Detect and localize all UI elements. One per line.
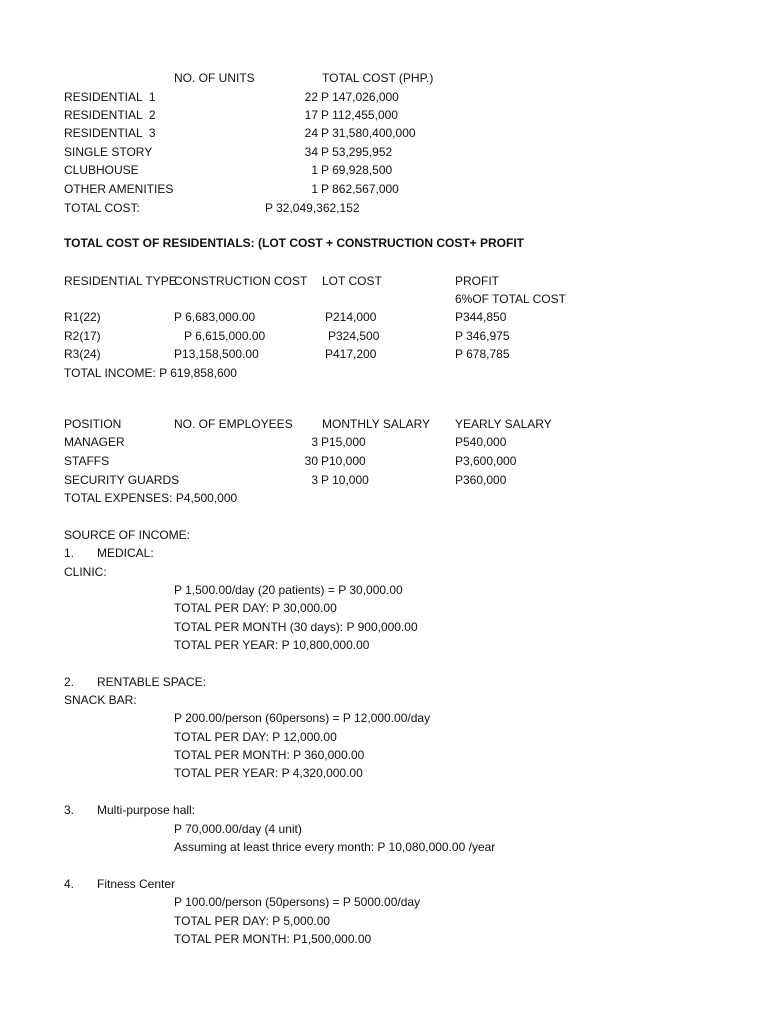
units-total-label: TOTAL COST: (64, 201, 140, 215)
res-row-construction: P 6,615,000.00 (184, 329, 266, 343)
cost-col-header: TOTAL COST (PHP.) (322, 71, 434, 85)
emp-row-count: 3 (311, 435, 318, 449)
res-total-income: TOTAL INCOME: P 619,858,600 (64, 366, 237, 380)
res-row-profit: P344,850 (455, 310, 507, 324)
hall-line: Assuming at least thrice every month: P 10,080,000.00 /year (174, 840, 496, 854)
hall-label: Multi-purpose hall: (97, 803, 196, 817)
res-row-type: R2(17) (64, 329, 101, 343)
income-title: SOURCE OF INCOME: (64, 528, 191, 542)
res-profit-header: PROFIT (455, 274, 499, 288)
units-row-name: RESIDENTIAL 3 (64, 126, 156, 140)
hall-line: P 70,000.00/day (4 unit) (174, 822, 302, 836)
res-row-profit: P 678,785 (455, 347, 510, 361)
emp-row-monthly: P15,000 (321, 435, 366, 449)
emp-row-monthly: P10,000 (321, 454, 366, 468)
units-row-name: SINGLE STORY (64, 145, 153, 159)
rentable-line: TOTAL PER YEAR: P 4,320,000.00 (174, 766, 363, 780)
emp-row-position: STAFFS (64, 454, 110, 468)
emp-position-header: POSITION (64, 417, 122, 431)
emp-row-yearly: P3,600,000 (455, 454, 517, 468)
medical-label: MEDICAL: (97, 546, 154, 560)
fitness-line: P 100.00/person (50persons) = P 5000.00/day (174, 895, 421, 909)
units-row-cost: P 862,567,000 (321, 182, 399, 196)
medical-number: 1. (64, 546, 75, 560)
emp-row-count: 3 (311, 473, 318, 487)
units-row-count: 1 (311, 182, 318, 196)
rentable-line: TOTAL PER MONTH: P 360,000.00 (174, 748, 365, 762)
units-row-count: 34 (304, 145, 318, 159)
res-row-construction: P13,158,500.00 (174, 347, 259, 361)
rentable-label: RENTABLE SPACE: (97, 675, 206, 689)
res-row-type: R1(22) (64, 310, 101, 324)
fitness-line: TOTAL PER DAY: P 5,000.00 (174, 914, 331, 928)
units-row-cost: P 112,455,000 (321, 108, 398, 122)
units-row-count: 17 (304, 108, 318, 122)
emp-monthly-header: MONTHLY SALARY (322, 417, 431, 431)
hall-number: 3. (64, 803, 75, 817)
res-construction-header: CONSTRUCTION COST (174, 274, 308, 288)
units-row-cost: P 53,295,952 (321, 145, 393, 159)
res-type-header: RESIDENTIAL TYPE (64, 274, 177, 288)
clinic-label: CLINIC: (64, 565, 107, 579)
res-row-lot: P417,200 (325, 347, 377, 361)
fitness-line: TOTAL PER MONTH: P1,500,000.00 (174, 932, 372, 946)
res-row-profit: P 346,975 (455, 329, 510, 343)
emp-row-position: SECURITY GUARDS (64, 473, 180, 487)
units-row-name: RESIDENTIAL 2 (64, 108, 156, 122)
res-profit-subheader: 6%OF TOTAL COST (455, 292, 566, 306)
units-row-count: 1 (311, 163, 318, 177)
emp-row-position: MANAGER (64, 435, 125, 449)
res-row-type: R3(24) (64, 347, 101, 361)
units-row-name: RESIDENTIAL 1 (64, 90, 156, 104)
rentable-line: TOTAL PER DAY: P 12,000.00 (174, 730, 337, 744)
emp-count-header: NO. OF EMPLOYEES (174, 417, 293, 431)
medical-line: P 1,500.00/day (20 patients) = P 30,000.00 (174, 583, 403, 597)
emp-row-count: 30 (304, 454, 318, 468)
emp-row-yearly: P360,000 (455, 473, 507, 487)
fitness-label: Fitness Center (97, 877, 176, 891)
units-row-count: 24 (304, 126, 318, 140)
emp-row-yearly: P540,000 (455, 435, 507, 449)
units-row-cost: P 147,026,000 (321, 90, 399, 104)
units-row-cost: P 69,928,500 (321, 163, 393, 177)
emp-yearly-header: YEARLY SALARY (455, 417, 552, 431)
emp-row-monthly: P 10,000 (321, 473, 369, 487)
rentable-line: P 200.00/person (60persons) = P 12,000.00/day (174, 711, 431, 725)
units-row-count: 22 (304, 90, 318, 104)
emp-total-expenses: TOTAL EXPENSES: P4,500,000 (64, 491, 238, 505)
fitness-number: 4. (64, 877, 75, 891)
res-row-lot: P214,000 (325, 310, 377, 324)
units-col-header: NO. OF UNITS (174, 71, 255, 85)
medical-line: TOTAL PER YEAR: P 10,800,000.00 (174, 638, 370, 652)
medical-line: TOTAL PER MONTH (30 days): P 900,000.00 (174, 620, 418, 634)
units-total-value: P 32,049,362,152 (265, 201, 360, 215)
units-row-cost: P 31,580,400,000 (321, 126, 416, 140)
res-row-lot: P324,500 (328, 329, 380, 343)
res-lot-header: LOT COST (322, 274, 382, 288)
rentable-number: 2. (64, 675, 75, 689)
residentials-heading: TOTAL COST OF RESIDENTIALS: (LOT COST + CONSTRUCTION COST+ PROFIT (64, 236, 525, 250)
res-row-construction: P 6,683,000.00 (174, 310, 256, 324)
snackbar-label: SNACK BAR: (64, 693, 137, 707)
units-row-name: CLUBHOUSE (64, 163, 139, 177)
medical-line: TOTAL PER DAY: P 30,000.00 (174, 601, 337, 615)
units-row-name: OTHER AMENITIES (64, 182, 174, 196)
